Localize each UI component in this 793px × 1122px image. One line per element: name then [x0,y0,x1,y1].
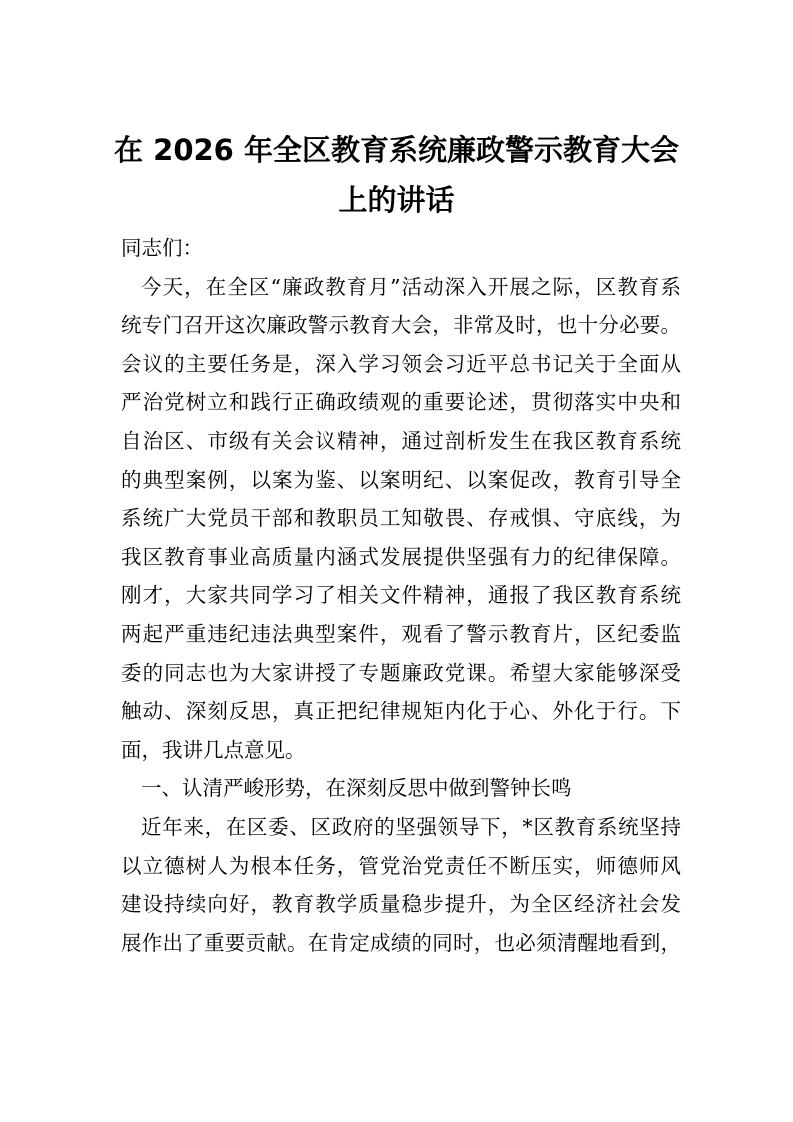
body-line: 我区教育事业高质量内涵式发展提供坚强有力的纪律保障。 [121,544,681,569]
body-line: 以立德树人为根本任务，管党治党责任不断压实，师德师风 [121,853,681,878]
document-title-line-1: 在 2026 年全区教育系统廉政警示教育大会 [114,133,679,167]
body-line: 统专门召开这次廉政警示教育大会，非常及时，也十分必要。 [121,313,681,338]
body-line: 严治党树立和践行正确政绩观的重要论述，贯彻落实中央和 [121,390,681,415]
body-line: 两起严重违纪违法典型案件，观看了警示教育片，区纪委监 [121,622,681,646]
body-line: 展作出了重要贡献。在肯定成绩的同时，也必须清醒地看到， [121,930,681,955]
body-line: 今天，在全区“廉政教育月”活动深入开展之际，区教育系 [141,274,681,299]
body-line: 同志们： [121,236,203,260]
body-line: 一、认清严峻形势，在深刻反思中做到警钟长鸣 [141,776,572,801]
document-title-line-2: 上的讲话 [338,183,455,217]
body-line: 委的同志也为大家讲授了专题廉政党课。希望大家能够深受 [121,660,681,685]
body-line: 建设持续向好，教育教学质量稳步提升，为全区经济社会发 [121,892,681,917]
body-line: 面，我讲几点意见。 [121,737,306,762]
body-line: 触动、深刻反思，真正把纪律规矩内化于心、外化于行。下 [121,699,681,724]
body-line: 会议的主要任务是，深入学习领会习近平总书记关于全面从 [121,351,681,376]
body-line: 近年来，在区委、区政府的坚强领导下，*区教育系统坚持 [141,815,681,839]
body-line: 的典型案例，以案为鉴、以案明纪、以案促改，教育引导全 [121,467,681,492]
body-line: 系统广大党员干部和教职员工知敬畏、存戒惧、守底线，为 [121,506,681,531]
body-line: 自治区、市级有关会议精神，通过剖析发生在我区教育系统 [121,429,681,453]
body-line: 刚才，大家共同学习了相关文件精神，通报了我区教育系统 [121,583,681,608]
